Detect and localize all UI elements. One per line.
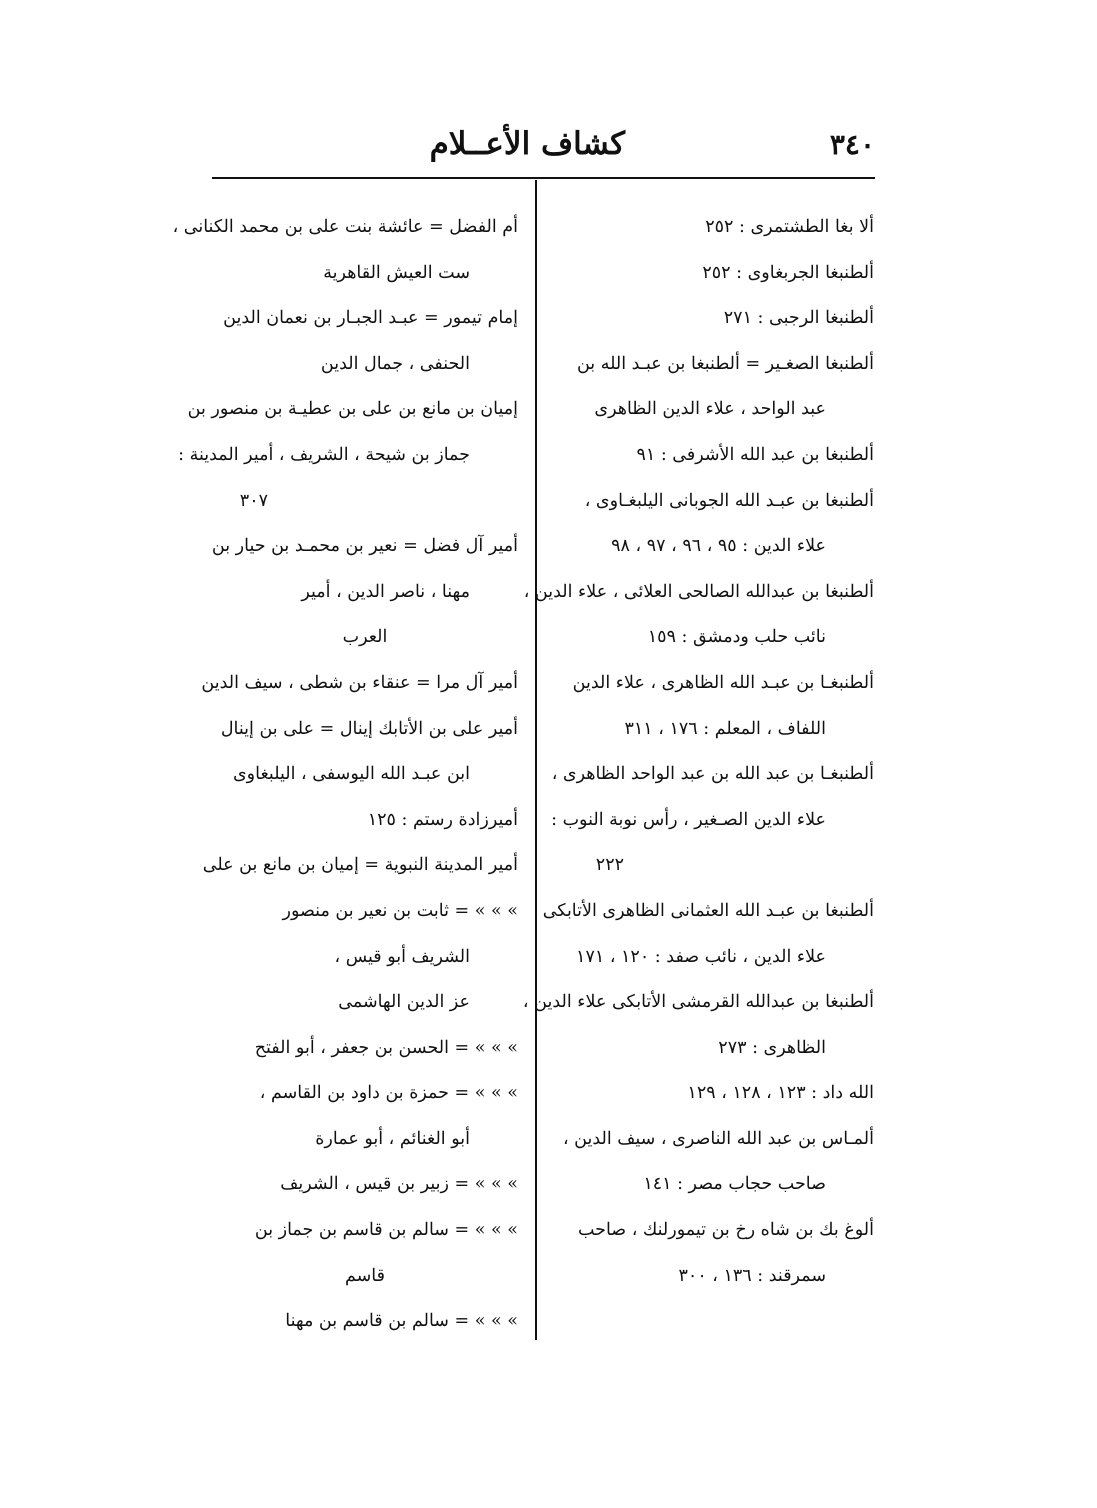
index-entry xyxy=(522,980,874,1071)
entry-continuation: أبو الغنائم ، أبو عمارة xyxy=(315,1128,470,1149)
index-entry xyxy=(212,1026,518,1072)
index-entry xyxy=(542,889,874,980)
entry-continuation: الظاهرى : ٢٧٣ xyxy=(718,1037,826,1058)
entry-continuation: عز الدين الهاشمى xyxy=(338,992,470,1013)
index-entry xyxy=(202,843,518,889)
entry-continuation: سمرقند : ١٣٦ ، ٣٠٠ xyxy=(678,1265,826,1286)
entry-continuation: عبد الواحد ، علاء الدين الظاهرى xyxy=(594,399,826,420)
entry-line: » » » = سالم بن قاسم بن جماز بن xyxy=(254,1220,518,1241)
entry-continuation: ابن عبـد الله اليوسفى ، اليلبغاوى xyxy=(232,764,470,785)
entry-line: إمام تيمور = عبـد الجبـار بن نعمان الدين xyxy=(223,308,518,329)
entry-line: ألطنبغا بن عبـد الله الجوبانى اليلبغـاوى ، xyxy=(584,490,874,511)
index-entry xyxy=(558,1117,874,1208)
index-entry xyxy=(558,479,874,570)
entry-continuation: اللفاف ، المعلم : ١٧٦ ، ٣١١ xyxy=(624,718,826,739)
index-entry xyxy=(558,205,874,251)
entry-continuation: العرب xyxy=(342,627,388,648)
index-entry xyxy=(212,1299,518,1345)
index-entry xyxy=(178,387,518,524)
entry-continuation: علاء الدين الصـغير ، رأس نوبة النوب : xyxy=(551,809,826,830)
entry-line: » » » = الحسن بن جعفر ، أبو الفتح xyxy=(254,1037,518,1058)
entry-continuation: مهنا ، ناصر الدين ، أمير xyxy=(301,581,470,602)
entry-line: أمير على بن الأتابك إينال = على بن إينال xyxy=(220,718,518,739)
entry-line: أمير آل فضل = نعير بن محمـد بن حيار بن xyxy=(211,536,518,557)
entry-line: ألمـاس بن عبد الله الناصرى ، سيف الدين ، xyxy=(562,1128,874,1149)
entry-continuation: علاء الدين ، نائب صفد : ١٢٠ ، ١٧١ xyxy=(576,946,826,967)
entry-line: ألطنبغا بن عبد الله الأشرفى : ٩١ xyxy=(636,444,874,465)
column-divider xyxy=(535,180,537,1340)
entry-continuation: الشريف أبو قيس ، xyxy=(334,946,470,967)
index-entry xyxy=(558,433,874,479)
index-entry xyxy=(558,296,874,342)
entry-line: » » » = سالم بن قاسم بن مهنا xyxy=(285,1311,518,1332)
entry-line: أمير آل مرا = عنقاء بن شطى ، سيف الدين xyxy=(201,672,518,693)
entry-line: الله داد : ١٢٣ ، ١٢٨ ، ١٢٩ xyxy=(687,1083,874,1104)
entry-continuation: نائب حلب ودمشق : ١٥٩ xyxy=(647,627,826,648)
entry-line: أميرزادة رستم : ١٢٥ xyxy=(367,809,518,830)
index-column-right xyxy=(522,205,874,1299)
entry-continuation: ٢٢٢ xyxy=(595,855,624,876)
index-entry xyxy=(212,524,518,661)
entry-line: ألطنبغا بن عبـد الله العثمانى الظاهرى الأتابكى xyxy=(542,900,874,921)
entry-line: إميان بن مانع بن على بن عطيـة بن منصور بن xyxy=(187,399,518,420)
index-entry xyxy=(201,661,518,707)
page-header xyxy=(212,126,875,172)
entry-continuation: الحنفى ، جمال الدين xyxy=(320,353,470,374)
index-entry xyxy=(212,296,518,387)
index-entry xyxy=(523,570,874,661)
entry-line: » » » = زبير بن قيس ، الشريف xyxy=(280,1174,518,1195)
entry-line: أم الفضل = عائشة بنت على بن محمد الكنانى ، xyxy=(172,217,518,237)
index-entry xyxy=(212,889,518,1026)
index-entry xyxy=(172,205,518,296)
entry-line: ألطنبغـا بن عبد الله بن عبد الواحد الظاهرى ، xyxy=(551,764,874,785)
entry-line: أمير المدينة النبوية = إميان بن مانع بن على xyxy=(202,855,518,876)
entry-continuation: ٣٠٧ xyxy=(239,490,268,511)
entry-line: » » » = ثابت بن نعير بن منصور xyxy=(282,900,518,921)
index-entry xyxy=(212,1208,518,1299)
index-entry xyxy=(558,251,874,297)
entry-line: ألطنبغا الصغـير = ألطنبغا بن عبـد الله بن xyxy=(576,353,874,374)
entry-line: » » » = حمزة بن داود بن القاسم ، xyxy=(259,1083,518,1104)
entry-continuation: قاسم xyxy=(344,1265,385,1286)
entry-line: ألوغ بك بن شاه رخ بن تيمورلنك ، صاحب xyxy=(577,1220,874,1241)
page-number: ٣٤٠ xyxy=(829,128,875,161)
entry-line: ألطنبغا الرجبى : ٢٧١ xyxy=(723,308,874,329)
header-rule xyxy=(212,177,875,179)
entry-line: ألطنبغا الجربغاوى : ٢٥٢ xyxy=(702,262,874,283)
entry-continuation: علاء الدين : ٩٥ ، ٩٦ ، ٩٧ ، ٩٨ xyxy=(611,536,826,557)
entry-continuation: جماز بن شيحة ، الشريف ، أمير المدينة : xyxy=(178,444,470,465)
index-entry xyxy=(212,1162,518,1208)
index-column-left xyxy=(172,205,518,1345)
index-entry xyxy=(551,752,874,889)
entry-line: ألطنبغـا بن عبـد الله الظاهرى ، علاء الدين xyxy=(572,672,874,693)
index-entry xyxy=(558,1071,874,1117)
index-entry xyxy=(212,707,518,798)
entry-line: ألطنبغا بن عبدالله الصالحى العلائى ، علاء الدين ، xyxy=(523,581,874,602)
entry-continuation: صاحب حجاب مصر : ١٤١ xyxy=(643,1174,826,1195)
index-entry xyxy=(558,1208,874,1299)
entry-continuation: ست العيش القاهرية xyxy=(323,262,470,283)
index-entry xyxy=(212,1071,518,1162)
index-entry xyxy=(558,342,874,433)
entry-line: ألا بغا الطشتمرى : ٢٥٢ xyxy=(705,217,874,237)
entry-line: ألطنبغا بن عبدالله القرمشى الأتابكى علاء الدين ، xyxy=(522,992,874,1013)
index-entry xyxy=(558,661,874,752)
index-entry xyxy=(212,798,518,844)
page-title: كشاف الأعــلام xyxy=(429,126,625,162)
